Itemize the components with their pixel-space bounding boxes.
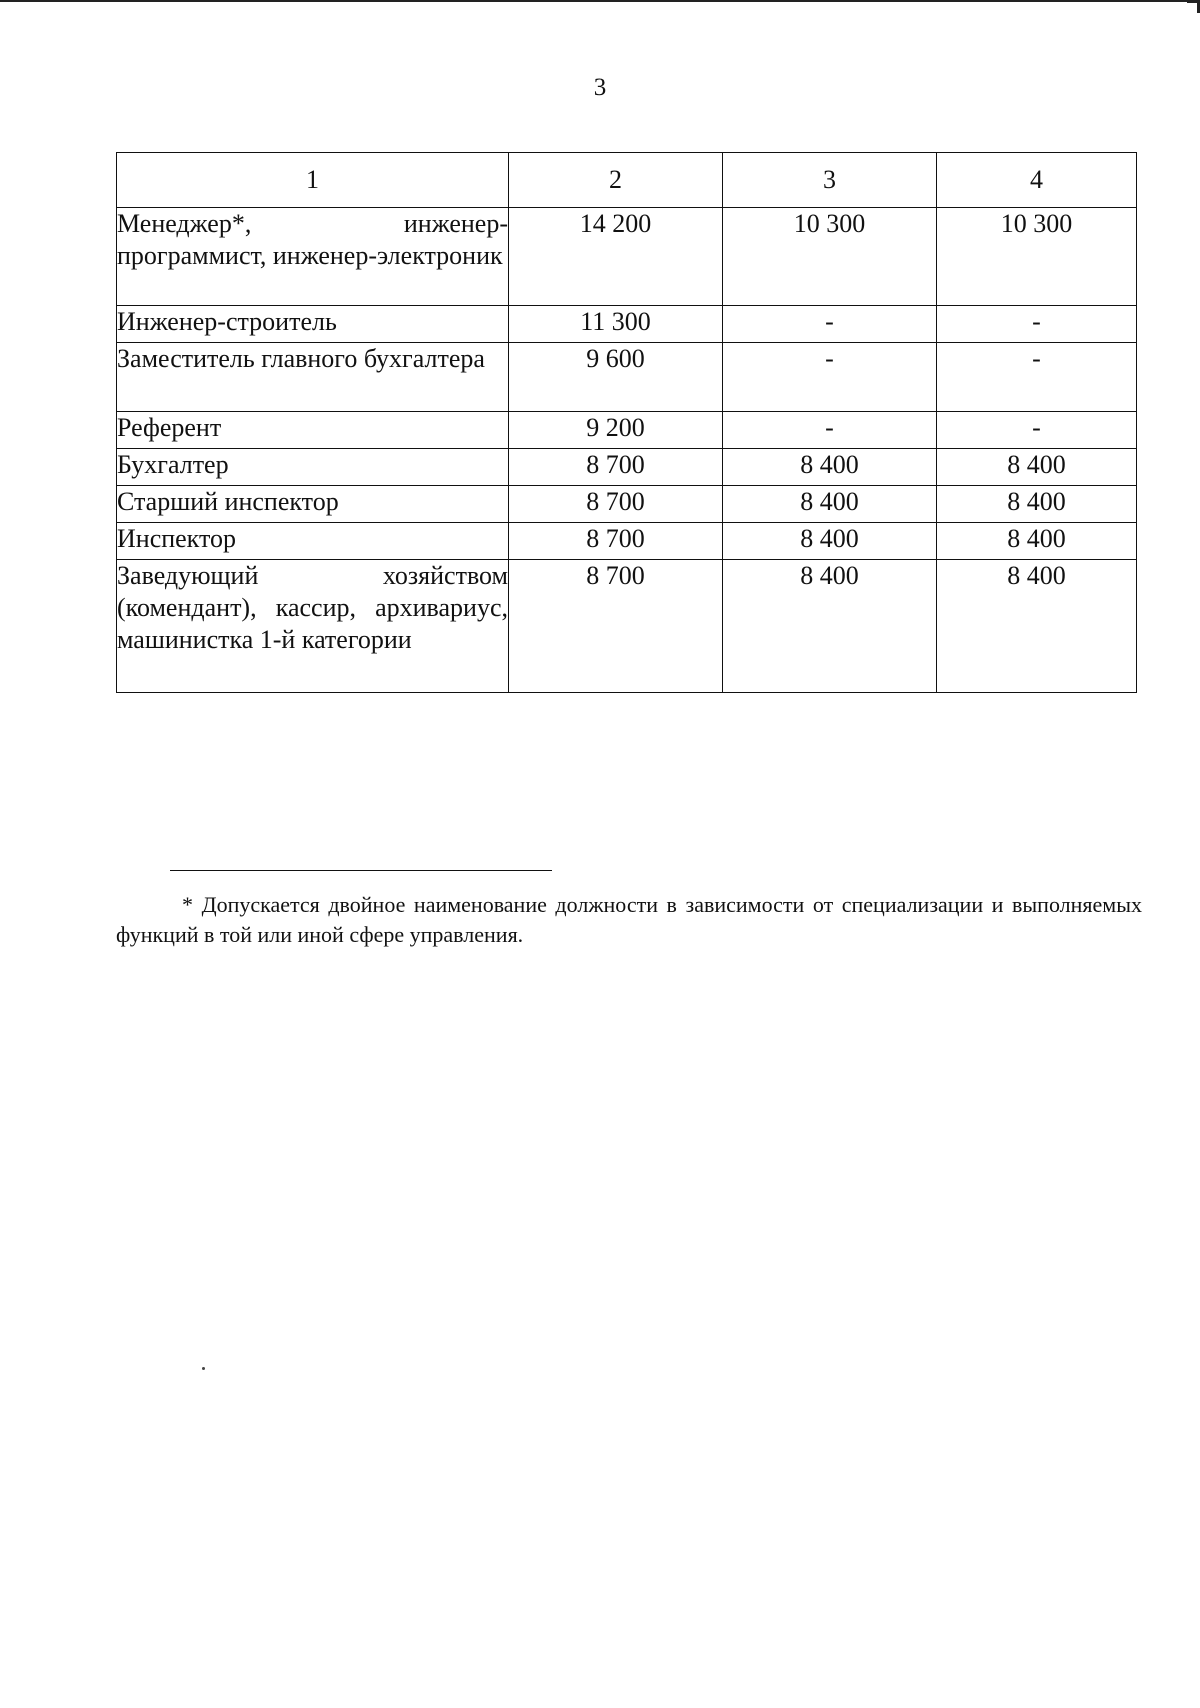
table-header-row: [117, 153, 1137, 208]
salary-col-4: 10 300: [937, 208, 1137, 306]
salary-col-2: 11 300: [509, 306, 723, 343]
position-name: Бухгалтер: [117, 449, 509, 486]
table-row: [117, 412, 1137, 449]
column-header-3: 3: [723, 153, 937, 208]
salary-col-2: 9 600: [509, 343, 723, 412]
salary-col-2: 9 200: [509, 412, 723, 449]
position-name: Старший инспектор: [117, 486, 509, 523]
salary-col-3: 8 400: [723, 560, 937, 693]
column-header-2: 2: [509, 153, 723, 208]
salary-col-4: 8 400: [937, 449, 1137, 486]
position-name: Инженер-строитель: [117, 306, 509, 343]
position-name: Инспектор: [117, 523, 509, 560]
top-right-corner-mark: [1187, 0, 1200, 13]
table-row: [117, 523, 1137, 560]
salary-col-4: -: [937, 412, 1137, 449]
salary-col-4: 8 400: [937, 486, 1137, 523]
position-name: Менеджер*, инженер-программист, инженер-электроник: [117, 208, 509, 306]
position-name: Референт: [117, 412, 509, 449]
salary-col-4: -: [937, 306, 1137, 343]
table-row: [117, 486, 1137, 523]
table-row: [117, 449, 1137, 486]
salary-col-2: 14 200: [509, 208, 723, 306]
scan-speck: [202, 1367, 205, 1370]
footnote-text: * Допускается двойное наименование должности в зависимости от специализации и выполняемых функций в той или иной сфере управления.: [116, 892, 1142, 947]
salary-col-2: 8 700: [509, 560, 723, 693]
salary-col-3: 8 400: [723, 523, 937, 560]
salary-col-2: 8 700: [509, 523, 723, 560]
position-name: Заместитель главного бухгалтера: [117, 343, 509, 412]
table-row: [117, 343, 1137, 412]
top-scan-edge: [0, 0, 1200, 2]
table-row: [117, 560, 1137, 693]
salary-col-4: -: [937, 343, 1137, 412]
salary-col-3: 8 400: [723, 486, 937, 523]
salary-col-2: 8 700: [509, 449, 723, 486]
table-row: [117, 208, 1137, 306]
salary-table: [116, 152, 1137, 693]
salary-col-3: 10 300: [723, 208, 937, 306]
table-row: [117, 306, 1137, 343]
salary-col-4: 8 400: [937, 523, 1137, 560]
salary-col-3: -: [723, 412, 937, 449]
salary-col-3: -: [723, 306, 937, 343]
footnote-separator: [170, 870, 552, 871]
salary-col-3: -: [723, 343, 937, 412]
position-name: Заведующий хозяйством (комендант), кассир, архивариус, машинистка 1-й категории: [117, 560, 509, 693]
salary-col-2: 8 700: [509, 486, 723, 523]
page-number: 3: [593, 74, 607, 101]
column-header-1: 1: [117, 153, 509, 208]
salary-col-3: 8 400: [723, 449, 937, 486]
salary-col-4: 8 400: [937, 560, 1137, 693]
column-header-4: 4: [937, 153, 1137, 208]
